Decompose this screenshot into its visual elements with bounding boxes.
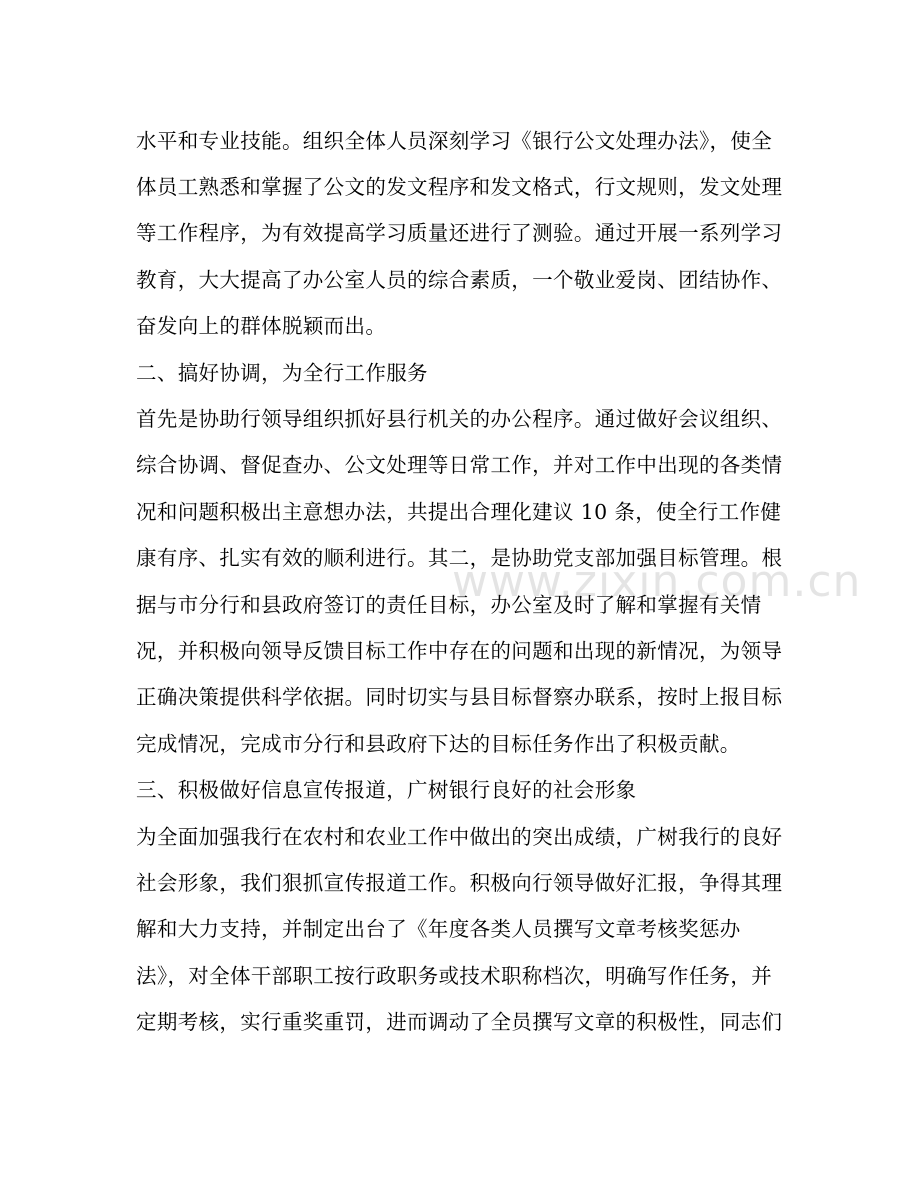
text-line: 社会形象，我们狠抓宣传报道工作。积极向行领导做好汇报，争得其理: [136, 871, 783, 895]
watermark: www.zixin.com.cn: [452, 556, 862, 607]
section-heading: 二、搞好协调，为全行工作服务: [136, 361, 428, 385]
text-line: 况和问题积极出主意想办法，共提出合理化建议 10 条，使全行工作健: [136, 500, 782, 524]
text-line: 解和大力支持，并制定出台了《年度各类人员撰写文章考核奖惩办: [136, 917, 741, 941]
text-line: 教育，大大提高了办公室人员的综合素质，一个敬业爱岗、团结协作、: [136, 268, 783, 292]
text-line: 康有序、扎实有效的顺利进行。其二，是协助党支部加强目标管理。根: [136, 546, 783, 570]
text-line: 首先是协助行领导组织抓好县行机关的办公程序。通过做好会议组织、: [136, 407, 783, 431]
text-line: 水平和专业技能。组织全体人员深刻学习《银行公文处理办法》，使全: [136, 129, 773, 153]
text-line: 据与市分行和县政府签订的责任目标，办公室及时了解和掌握有关情: [136, 593, 762, 617]
text-line: 体员工熟悉和掌握了公文的发文程序和发文格式，行文规则，发文处理: [136, 175, 783, 199]
text-line: 综合协调、督促查办、公文处理等日常工作，并对工作中出现的各类情: [136, 453, 783, 477]
text-line: 定期考核，实行重奖重罚，进而调动了全员撰写文章的积极性，同志们: [136, 1010, 783, 1034]
text-line: 完成情况，完成市分行和县政府下达的目标任务作出了积极贡献。: [136, 732, 741, 756]
text-line: 等工作程序，为有效提高学习质量还进行了测验。通过开展一系列学习: [136, 221, 783, 245]
text-line: 法》，对全体干部职工按行政职务或技术职称档次，明确写作任务，并: [136, 964, 773, 988]
text-line: 正确决策提供科学依据。同时切实与县目标督察办联系，按时上报目标: [136, 685, 783, 709]
text-line: 况，并积极向领导反馈目标工作中存在的问题和出现的新情况，为领导: [136, 639, 783, 663]
text-line: 奋发向上的群体脱颖而出。: [136, 314, 387, 338]
section-heading: 三、积极做好信息宣传报道，广树银行良好的社会形象: [136, 778, 637, 802]
text-line: 为全面加强我行在农村和农业工作中做出的突出成绩，广树我行的良好: [136, 825, 783, 849]
